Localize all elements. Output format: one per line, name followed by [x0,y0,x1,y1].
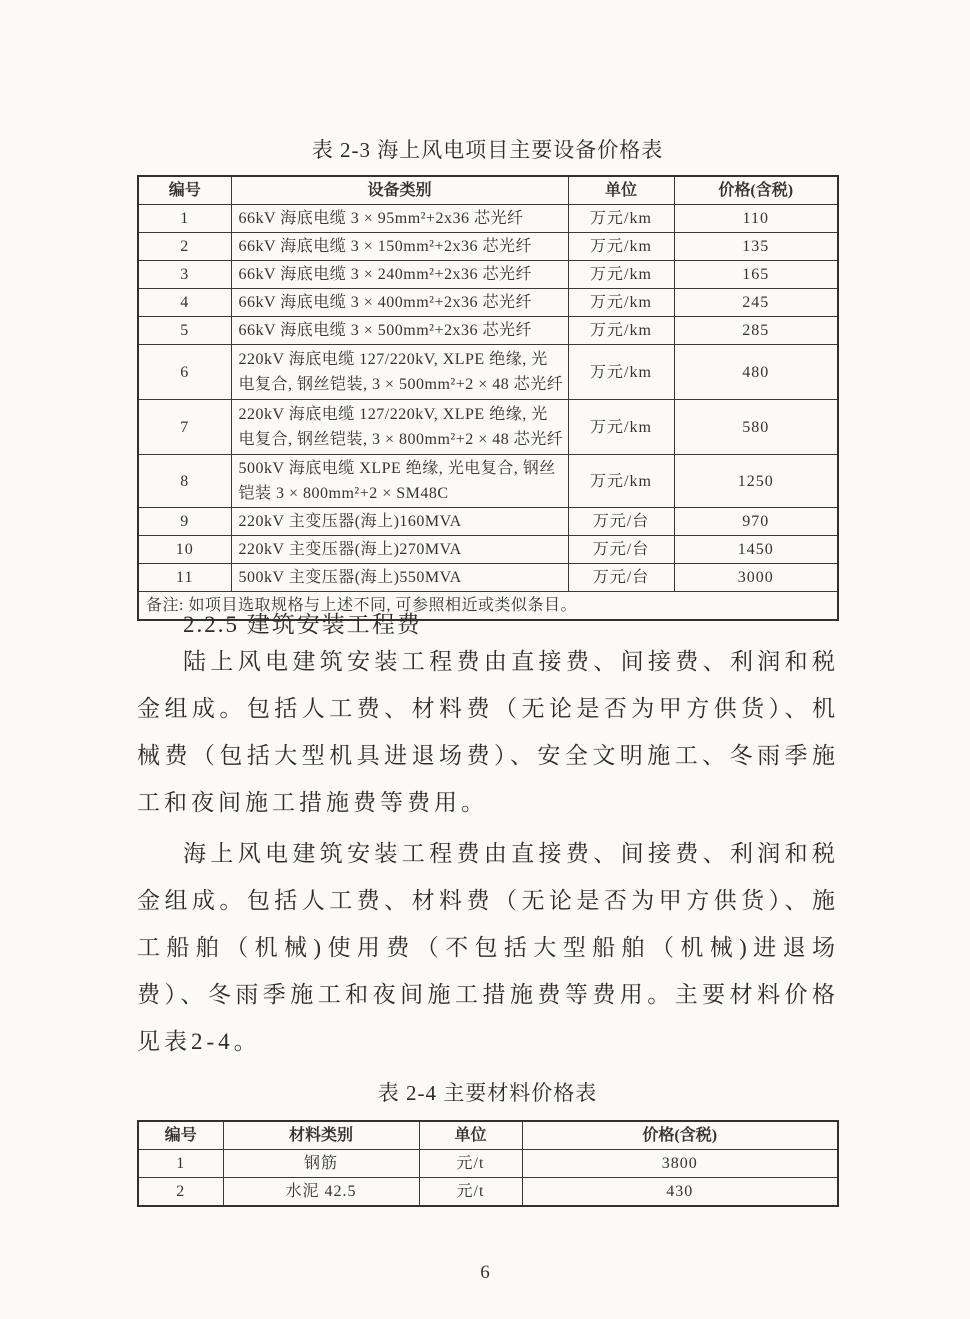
cell-no: 5 [138,317,231,345]
cell-category: 钢筋 [223,1150,419,1178]
table-2-3-title: 表 2-3 海上风电项目主要设备价格表 [311,138,664,162]
cell-no: 1 [138,205,231,233]
cell-price: 1450 [674,536,838,564]
cell-unit: 万元/km [568,345,674,400]
cell-unit: 万元/台 [568,508,674,536]
cell-category: 220kV 主变压器(海上)270MVA [231,536,568,564]
cell-unit: 万元/km [568,261,674,289]
cell-no: 1 [138,1150,223,1178]
table-2-3 [137,175,839,621]
table-header-row [138,176,838,205]
table-row [138,508,838,536]
cell-price: 430 [522,1178,838,1207]
cell-category: 水泥 42.5 [223,1178,419,1207]
cell-category: 66kV 海底电缆 3 × 240mm²+2x36 芯光纤 [231,261,568,289]
header-price: 价格(含税) [522,1121,838,1150]
header-no: 编号 [138,1121,223,1150]
table-row [138,400,838,455]
table-row [138,205,838,233]
page-number: 6 [480,1262,490,1283]
cell-price: 970 [674,508,838,536]
cell-category: 500kV 主变压器(海上)550MVA [231,564,568,592]
cell-no: 2 [138,1178,223,1207]
cell-no: 10 [138,536,231,564]
cell-price: 135 [674,233,838,261]
table-2-4-title: 表 2-4 主要材料价格表 [377,1081,598,1105]
table-row [138,261,838,289]
table-row [138,1178,838,1207]
cell-no: 2 [138,233,231,261]
table-row [138,1150,838,1178]
table-row [138,233,838,261]
cell-category: 500kV 海底电缆 XLPE 绝缘, 光电复合, 钢丝铠装 3 × 800mm²+2 × SM48C [231,455,568,508]
cell-category: 66kV 海底电缆 3 × 500mm²+2x36 芯光纤 [231,317,568,345]
cell-unit: 万元/km [568,205,674,233]
cell-category: 220kV 海底电缆 127/220kV, XLPE 绝缘, 光电复合, 钢丝铠装, 3 × 800mm²+2 × 48 芯光纤 [231,400,568,455]
section-heading: 2.2.5 建筑安装工程费 [183,612,422,637]
cell-category: 66kV 海底电缆 3 × 400mm²+2x36 芯光纤 [231,289,568,317]
cell-unit: 万元/台 [568,564,674,592]
cell-unit: 万元/台 [568,536,674,564]
header-unit: 单位 [419,1121,522,1150]
cell-price: 1250 [674,455,838,508]
cell-price: 3800 [522,1150,838,1178]
cell-unit: 万元/km [568,317,674,345]
header-category: 设备类别 [231,176,568,205]
cell-unit: 万元/km [568,289,674,317]
table-row [138,455,838,508]
cell-price: 245 [674,289,838,317]
cell-unit: 万元/km [568,455,674,508]
cell-price: 285 [674,317,838,345]
cell-no: 4 [138,289,231,317]
table-row [138,345,838,400]
header-unit: 单位 [568,176,674,205]
cell-no: 8 [138,455,231,508]
cell-no: 9 [138,508,231,536]
body-paragraph-onshore: 陆上风电建筑安装工程费由直接费、间接费、利润和税金组成。包括人工费、材料费（无论是否为甲方供货）、机械费（包括大型机具进退场费）、安全文明施工、冬雨季施工和夜间施工措施费等费用。 [137,649,839,815]
cell-category: 66kV 海底电缆 3 × 150mm²+2x36 芯光纤 [231,233,568,261]
cell-no: 7 [138,400,231,455]
table-row [138,317,838,345]
cell-price: 580 [674,400,838,455]
cell-price: 3000 [674,564,838,592]
header-no: 编号 [138,176,231,205]
header-category: 材料类别 [223,1121,419,1150]
table-row [138,289,838,317]
cell-price: 480 [674,345,838,400]
cell-unit: 元/t [419,1178,522,1207]
cell-no: 3 [138,261,231,289]
table-header-row [138,1121,838,1150]
table-note: 备注: 如项目选取规格与上述不同, 可参照相近或类似条目。 [138,592,838,621]
cell-unit: 万元/km [568,233,674,261]
cell-category: 220kV 海底电缆 127/220kV, XLPE 绝缘, 光电复合, 钢丝铠装, 3 × 500mm²+2 × 48 芯光纤 [231,345,568,400]
table-2-4 [137,1120,839,1207]
cell-category: 66kV 海底电缆 3 × 95mm²+2x36 芯光纤 [231,205,568,233]
body-paragraph-offshore: 海上风电建筑安装工程费由直接费、间接费、利润和税金组成。包括人工费、材料费（无论是否为甲方供货）、施工船舶（机械)使用费（不包括大型船舶（机械)进退场费）、冬雨季施工和夜间施工措施费等费用。主要材料价格见表2-4。 [137,841,839,1054]
table-row [138,564,838,592]
cell-category: 220kV 主变压器(海上)160MVA [231,508,568,536]
table-row [138,536,838,564]
cell-price: 165 [674,261,838,289]
cell-no: 11 [138,564,231,592]
cell-no: 6 [138,345,231,400]
header-price: 价格(含税) [674,176,838,205]
cell-price: 110 [674,205,838,233]
cell-unit: 元/t [419,1150,522,1178]
cell-unit: 万元/km [568,400,674,455]
